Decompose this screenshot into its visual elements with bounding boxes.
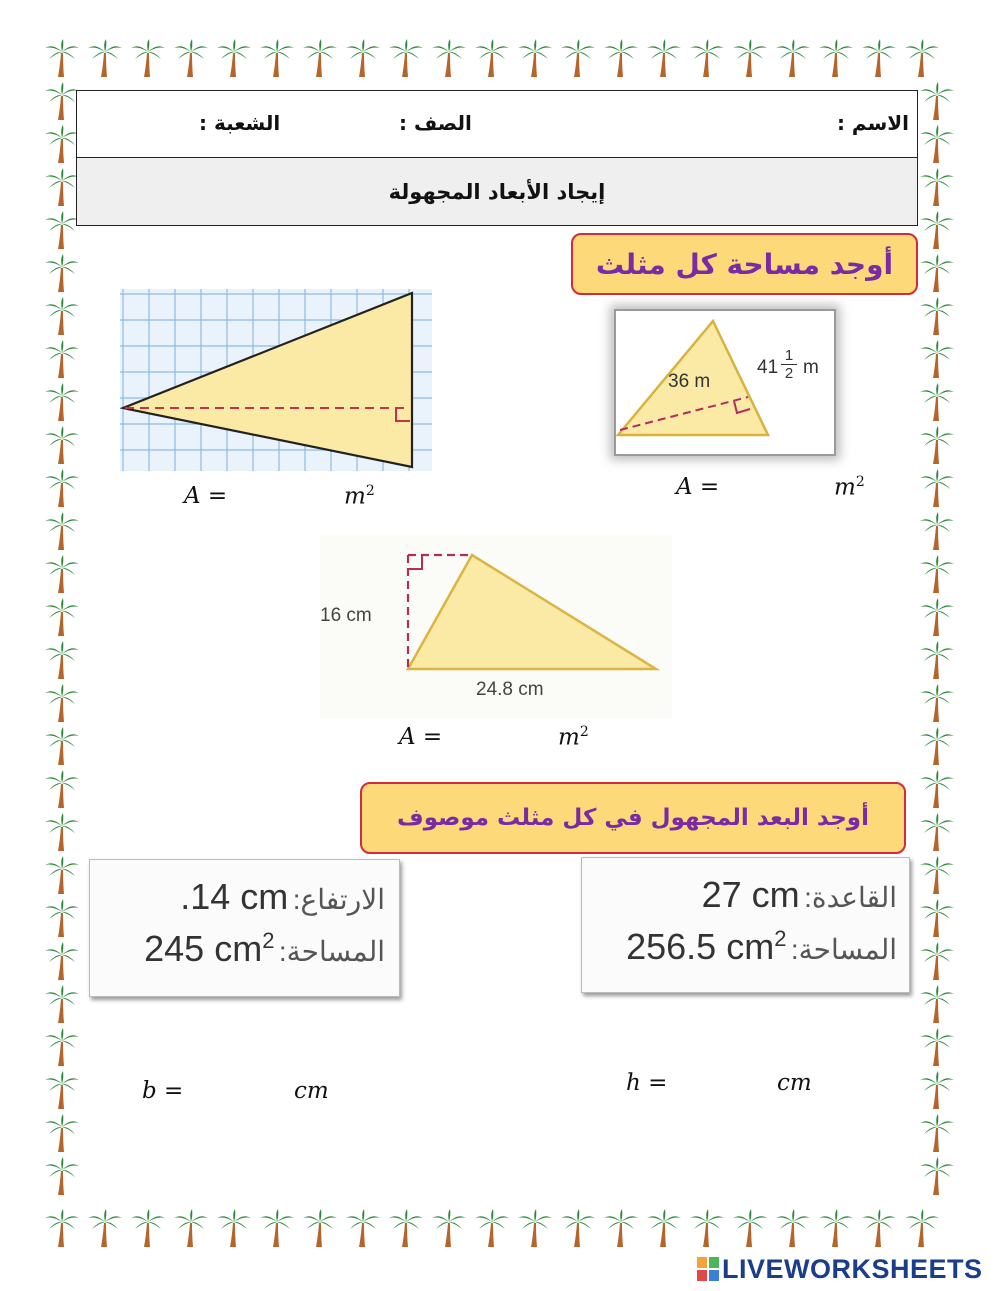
- palm-tree-icon: [40, 1025, 83, 1068]
- problem3-unit-exp: 2: [579, 724, 589, 740]
- problem2-unit-base: m: [834, 474, 856, 501]
- palm-border-bottom: [40, 1206, 943, 1249]
- section1-banner-text: أوجد مساحة كل مثلث: [595, 247, 894, 281]
- palm-tree-icon: [915, 466, 958, 509]
- palm-tree-icon: [915, 251, 958, 294]
- card-left-answer-prefix: b =: [142, 1078, 184, 1104]
- card-right-value2-base: 256.5 cm: [626, 926, 775, 967]
- problem2-unit-exp: 2: [855, 474, 865, 490]
- palm-tree-icon: [915, 208, 958, 251]
- palm-tree-icon: [40, 1206, 83, 1249]
- palm-tree-icon: [40, 337, 83, 380]
- palm-tree-icon: [126, 1206, 169, 1249]
- palm-tree-icon: [642, 36, 685, 79]
- palm-tree-icon: [814, 36, 857, 79]
- card-left-label1: الارتفاع:: [292, 884, 385, 915]
- palm-tree-icon: [685, 1206, 728, 1249]
- section2-banner: [360, 782, 906, 854]
- palm-tree-icon: [40, 681, 83, 724]
- palm-tree-icon: [915, 122, 958, 165]
- card-height-area: [89, 859, 400, 997]
- palm-tree-icon: [40, 1111, 83, 1154]
- card-right-value2: [626, 926, 786, 967]
- palm-tree-icon: [900, 1206, 943, 1249]
- problem1-unit: [344, 483, 375, 510]
- palm-tree-icon: [915, 939, 958, 982]
- palm-tree-icon: [384, 36, 427, 79]
- palm-tree-icon: [40, 638, 83, 681]
- section1-banner: [571, 233, 918, 295]
- problem3-unit-base: m: [558, 724, 580, 751]
- palm-tree-icon: [915, 1111, 958, 1154]
- worksheet-title: إيجاد الأبعاد المجهولة: [388, 179, 606, 204]
- problem2-side-whole: 41: [757, 357, 779, 378]
- palm-tree-icon: [685, 36, 728, 79]
- palm-tree-icon: [40, 853, 83, 896]
- palm-tree-icon: [915, 681, 958, 724]
- problem1-answer-prefix: A =: [184, 483, 228, 509]
- palm-tree-icon: [40, 595, 83, 638]
- name-label: الاسم :: [836, 111, 909, 135]
- card-left-value2-base: 245 cm: [144, 928, 263, 969]
- card-right-answer-unit: [777, 1070, 812, 1096]
- palm-tree-icon: [40, 1068, 83, 1111]
- palm-tree-icon: [40, 294, 83, 337]
- obtuse-triangle-figure: [320, 535, 672, 718]
- palm-tree-icon: [915, 294, 958, 337]
- card-left-label2: المساحة:: [278, 936, 385, 967]
- problem1-unit-exp: 2: [365, 483, 375, 499]
- palm-tree-icon: [599, 1206, 642, 1249]
- card-right-value1: 27 cm: [701, 874, 800, 915]
- problem2-side-fraction: [781, 347, 797, 382]
- palm-tree-icon: [915, 1154, 958, 1197]
- card-right-line1: [702, 874, 897, 916]
- palm-tree-icon: [40, 509, 83, 552]
- section2-banner-text: أوجد البعد المجهول في كل مثلث موصوف: [397, 805, 869, 831]
- palm-tree-icon: [513, 1206, 556, 1249]
- palm-tree-icon: [169, 1206, 212, 1249]
- card-left-value1: .14 cm: [180, 876, 289, 917]
- card-right-value2-exp: 2: [774, 926, 787, 951]
- palm-tree-icon: [40, 724, 83, 767]
- card-right-label2: المساحة:: [790, 934, 897, 965]
- card-left-line1: [180, 876, 385, 918]
- palm-tree-icon: [857, 1206, 900, 1249]
- card-right-answer-prefix: h =: [626, 1070, 668, 1096]
- palm-tree-icon: [427, 36, 470, 79]
- palm-tree-icon: [814, 1206, 857, 1249]
- palm-tree-icon: [40, 251, 83, 294]
- problem3-answer: [399, 724, 442, 750]
- palm-tree-icon: [341, 1206, 384, 1249]
- palm-tree-icon: [255, 36, 298, 79]
- palm-tree-icon: [40, 1154, 83, 1197]
- palm-tree-icon: [298, 36, 341, 79]
- palm-tree-icon: [915, 724, 958, 767]
- problem3-answer-prefix: A =: [399, 724, 443, 750]
- palm-tree-icon: [915, 79, 958, 122]
- problem2-unit: [834, 474, 865, 501]
- palm-tree-icon: [915, 165, 958, 208]
- palm-tree-icon: [255, 1206, 298, 1249]
- palm-tree-icon: [915, 1068, 958, 1111]
- palm-tree-icon: [915, 1025, 958, 1068]
- problem2-answer-prefix: A =: [676, 474, 720, 500]
- class-label: الصف :: [399, 111, 472, 135]
- problem3-height-label: 16 cm: [320, 605, 372, 626]
- card-right-label1: القاعدة:: [804, 882, 897, 913]
- palm-tree-icon: [83, 1206, 126, 1249]
- problem1-answer: [184, 483, 227, 509]
- student-info-box: [76, 90, 918, 226]
- palm-tree-icon: [40, 939, 83, 982]
- palm-tree-icon: [341, 36, 384, 79]
- palm-tree-icon: [915, 423, 958, 466]
- palm-tree-icon: [915, 810, 958, 853]
- title-row: [77, 158, 917, 225]
- palm-tree-icon: [513, 36, 556, 79]
- student-info-row: [77, 91, 917, 158]
- problem2-side-unit: m: [803, 357, 819, 378]
- palm-tree-icon: [470, 36, 513, 79]
- card-left-value2: [144, 928, 274, 969]
- palm-tree-icon: [915, 595, 958, 638]
- palm-tree-icon: [915, 638, 958, 681]
- palm-tree-icon: [40, 767, 83, 810]
- palm-tree-icon: [728, 36, 771, 79]
- card-right-answer-unit-text: cm: [777, 1070, 812, 1096]
- palm-tree-icon: [384, 1206, 427, 1249]
- card-left-answer-unit: [294, 1078, 329, 1104]
- palm-border-right: [915, 79, 958, 1197]
- palm-tree-icon: [427, 1206, 470, 1249]
- palm-tree-icon: [599, 36, 642, 79]
- palm-tree-icon: [915, 552, 958, 595]
- section-label: الشعبة :: [199, 111, 281, 135]
- palm-tree-icon: [298, 1206, 341, 1249]
- palm-tree-icon: [857, 36, 900, 79]
- palm-tree-icon: [40, 36, 83, 79]
- problem2-frac-num: 1: [781, 347, 797, 365]
- palm-tree-icon: [126, 36, 169, 79]
- palm-tree-icon: [40, 380, 83, 423]
- palm-border-top: [40, 36, 943, 79]
- palm-tree-icon: [915, 509, 958, 552]
- card-base-area: [581, 857, 910, 993]
- palm-tree-icon: [83, 36, 126, 79]
- problem2-height-label: 36 m: [668, 371, 711, 392]
- palm-tree-icon: [40, 810, 83, 853]
- palm-tree-icon: [915, 853, 958, 896]
- palm-tree-icon: [642, 1206, 685, 1249]
- card-left-answer: [142, 1078, 183, 1104]
- problem3-unit: [558, 724, 589, 751]
- problem2-frac-den: 2: [784, 365, 794, 382]
- card-right-line2: [626, 926, 897, 968]
- palm-tree-icon: [212, 1206, 255, 1249]
- palm-tree-icon: [915, 982, 958, 1025]
- palm-tree-icon: [40, 423, 83, 466]
- palm-border-left: [40, 79, 83, 1197]
- palm-tree-icon: [915, 896, 958, 939]
- palm-tree-icon: [556, 1206, 599, 1249]
- palm-tree-icon: [40, 982, 83, 1025]
- palm-tree-icon: [556, 36, 599, 79]
- card-left-answer-unit-text: cm: [294, 1078, 329, 1104]
- palm-tree-icon: [40, 552, 83, 595]
- palm-tree-icon: [169, 36, 212, 79]
- palm-tree-icon: [771, 36, 814, 79]
- problem2-answer: [676, 474, 719, 500]
- palm-tree-icon: [470, 1206, 513, 1249]
- palm-tree-icon: [212, 36, 255, 79]
- palm-tree-icon: [771, 1206, 814, 1249]
- card-right-answer: [626, 1070, 667, 1096]
- palm-tree-icon: [40, 466, 83, 509]
- liveworksheets-brand[interactable]: LIVEWORKSHEETS: [722, 1254, 983, 1284]
- liveworksheets-logo-icon: [697, 1257, 719, 1281]
- palm-tree-icon: [900, 36, 943, 79]
- framed-triangle-figure: [614, 309, 836, 456]
- palm-tree-icon: [728, 1206, 771, 1249]
- palm-tree-icon: [915, 380, 958, 423]
- grid-triangle-figure: [120, 289, 432, 471]
- problem1-unit-base: m: [344, 483, 366, 510]
- card-left-value2-exp: 2: [262, 928, 275, 953]
- card-left-line2: [144, 928, 385, 970]
- palm-tree-icon: [915, 767, 958, 810]
- problem3-base-label: 24.8 cm: [476, 679, 544, 700]
- palm-tree-icon: [40, 896, 83, 939]
- palm-tree-icon: [915, 337, 958, 380]
